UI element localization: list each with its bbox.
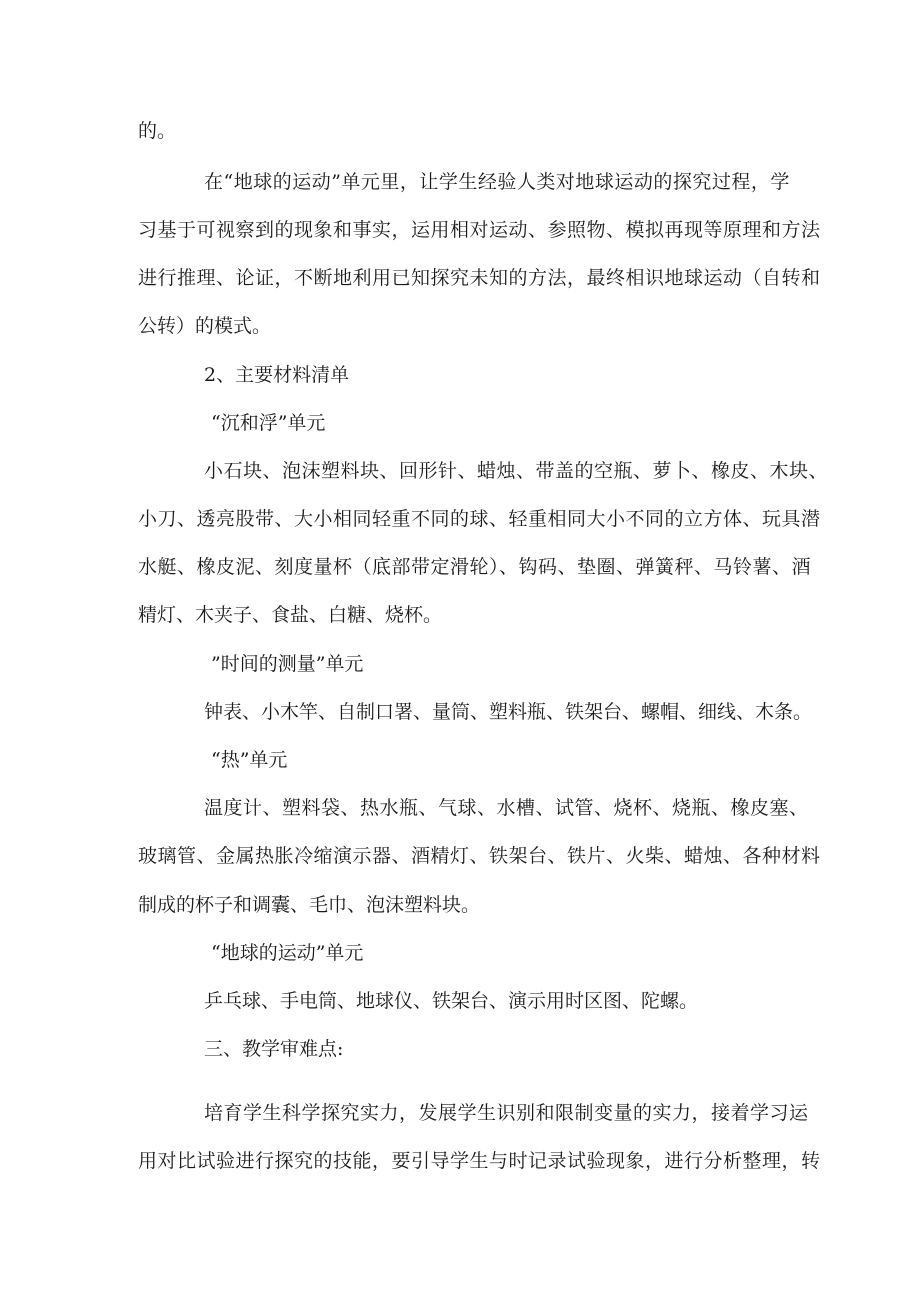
text-line: 小石块、泡沫塑料块、回形针、蜡烛、带盖的空瓶、萝卜、橡皮、木块、 <box>204 460 829 482</box>
text-line: 用对比试验进行探究的技能，要引导学生与时记录试验现象，进行分析整理，转 <box>138 1150 821 1172</box>
text-line: 习基于可视察到的现象和事实，运用相对运动、参照物、模拟再现等原理和方法 <box>138 219 821 241</box>
unit-heading: “热”单元 <box>211 749 288 771</box>
text-line: 玻璃管、金属热胀冷缩演示器、酒精灯、铁架台、铁片、火柴、蜡烛、各种材料 <box>138 845 821 867</box>
unit-heading: ”时间的测量”单元 <box>211 653 364 675</box>
text-line: 制成的杯子和调囊、毛巾、泡沫塑料块。 <box>138 894 481 916</box>
text-line: 精灯、木夹子、食盐、白糖、烧杯。 <box>138 604 443 626</box>
text-line: 乒乓球、手电筒、地球仪、铁架台、演示用时区图、陀螺。 <box>204 990 699 1012</box>
text-line: 温度计、塑料袋、热水瓶、气球、水槽、试管、烧杯、烧瓶、橡皮塞、 <box>204 797 809 819</box>
text-line: 水艇、橡皮泥、刻度量杯（底部带定滑轮）、钩码、垫圈、弹簧秤、马铃薯、酒 <box>138 556 812 578</box>
text-line: 在“地球的运动”单元里，让学生经验人类对地球运动的探究过程，学 <box>204 171 790 193</box>
text-line: 进行推理、论证，不断地利用已知探究未知的方法，最终相识地球运动（自转和 <box>138 267 821 289</box>
text-line: 钟表、小木竿、自制口署、量筒、塑料瓶、铁架台、螺帽、细线、木条。 <box>204 701 813 723</box>
text-line: 的。 <box>138 120 177 142</box>
text-line: 培育学生科学探究实力，发展学生识别和限制变量的实力，接着学习运 <box>204 1102 809 1124</box>
text-line: 小刀、透亮股带、大小相同轻重不同的球、轻重相同大小不同的立方体、玩具潜 <box>138 508 821 530</box>
section-heading: 2、主要材料清单 <box>204 364 350 386</box>
unit-heading: “沉和浮”单元 <box>211 412 326 434</box>
text-line: 公转）的模式。 <box>138 315 272 337</box>
unit-heading: “地球的运动”单元 <box>211 942 364 964</box>
section-heading: 三、教学审难点: <box>204 1038 344 1060</box>
